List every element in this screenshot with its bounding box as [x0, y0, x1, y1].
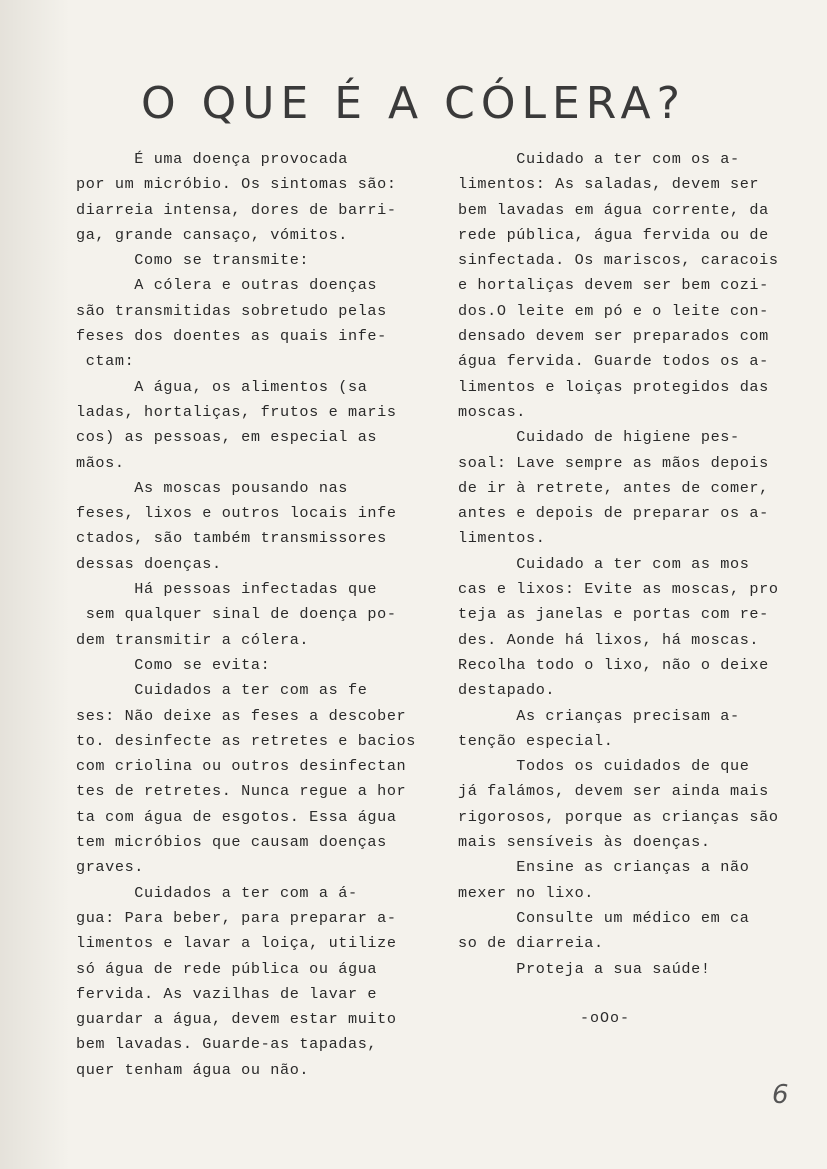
text-line: dos.O leite em pó e o leite con-	[458, 301, 769, 320]
text-line: Ensine as crianças a não	[458, 858, 750, 877]
text-line: Como se transmite:	[76, 251, 310, 270]
text-line: densado devem ser preparados com	[458, 327, 769, 346]
text-line: quer tenham água ou não.	[76, 1060, 310, 1079]
text-line: bem lavadas. Guarde-as tapadas,	[76, 1035, 378, 1054]
text-line: Recolha todo o lixo, não o deixe	[458, 655, 769, 674]
page-title: O QUE É A CÓLERA?	[140, 78, 687, 129]
end-mark: -oOo-	[580, 1010, 631, 1027]
text-line: rigorosos, porque as crianças são	[458, 807, 779, 826]
text-line: dem transmitir a cólera.	[76, 630, 310, 649]
text-line: feses, lixos e outros locais infe	[76, 504, 397, 523]
text-line: Como se evita:	[76, 655, 271, 674]
text-line: Há pessoas infectadas que	[76, 580, 378, 599]
text-line: graves.	[76, 858, 144, 877]
text-line: ladas, hortaliças, frutos e maris	[76, 402, 397, 421]
text-line: e hortaliças devem ser bem cozi-	[458, 276, 769, 295]
text-line: gua: Para beber, para preparar a-	[76, 908, 397, 927]
text-line: limentos: As saladas, devem ser	[458, 175, 760, 194]
text-line: Cuidados a ter com as fe	[76, 681, 368, 700]
text-line: Cuidado a ter com os a-	[458, 150, 740, 168]
text-line: sem qualquer sinal de doença po-	[76, 605, 397, 624]
text-line: to. desinfecte as retretes e bacios	[76, 731, 416, 750]
text-line: diarreia intensa, dores de barri-	[76, 200, 397, 219]
text-line: soal: Lave sempre as mãos depois	[458, 453, 769, 472]
text-line: so de diarreia.	[458, 934, 604, 953]
text-line: tes de retretes. Nunca regue a hor	[76, 782, 407, 801]
text-line: são transmitidas sobretudo pelas	[76, 301, 387, 320]
text-line: Cuidado de higiene pes-	[458, 428, 740, 447]
text-line: já falámos, devem ser ainda mais	[458, 782, 769, 801]
text-line: É uma doença provocada	[76, 150, 348, 168]
text-line: limentos e lavar a loiça, utilize	[76, 934, 397, 953]
text-line: ctam:	[76, 352, 135, 371]
text-line: A cólera e outras doenças	[76, 276, 378, 295]
text-line: sinfectada. Os mariscos, caracois	[458, 251, 779, 270]
text-line: mais sensíveis às doenças.	[458, 833, 711, 852]
text-line: Proteja a sua saúde!	[458, 959, 711, 978]
text-line: A água, os alimentos (sa	[76, 377, 368, 396]
text-line: cas e lixos: Evite as moscas, pro	[458, 580, 779, 599]
text-line: fervida. As vazilhas de lavar e	[76, 984, 378, 1003]
text-line: Consulte um médico em ca	[458, 908, 750, 927]
text-line: As crianças precisam a-	[458, 706, 740, 725]
text-line: por um micróbio. Os sintomas são:	[76, 175, 397, 194]
text-line: Cuidado a ter com as mos	[458, 554, 750, 573]
text-line: mãos.	[76, 453, 125, 472]
text-line: tenção especial.	[458, 731, 614, 750]
text-line: tem micróbios que causam doenças	[76, 833, 387, 852]
text-line: antes e depois de preparar os a-	[458, 504, 769, 523]
text-line: de ir à retrete, antes de comer,	[458, 478, 769, 497]
text-line: feses dos doentes as quais infe-	[76, 327, 387, 346]
text-line: Cuidados a ter com a á-	[76, 883, 358, 902]
text-line: ctados, são também transmissores	[76, 529, 387, 548]
right-text-column	[458, 147, 803, 982]
text-line: ta com água de esgotos. Essa água	[76, 807, 397, 826]
text-line: As moscas pousando nas	[76, 478, 348, 497]
text-line: rede pública, água fervida ou de	[458, 225, 769, 244]
page-number: 6	[772, 1080, 789, 1110]
text-line: Todos os cuidados de que	[458, 757, 750, 776]
text-line: ga, grande cansaço, vómitos.	[76, 225, 348, 244]
text-line: guardar a água, devem estar muito	[76, 1010, 397, 1029]
text-line: cos) as pessoas, em especial as	[76, 428, 378, 447]
text-line: só água de rede pública ou água	[76, 959, 378, 978]
text-line: limentos e loiças protegidos das	[458, 377, 769, 396]
text-line: moscas.	[458, 402, 526, 421]
left-text-column	[76, 147, 436, 1083]
text-line: água fervida. Guarde todos os a-	[458, 352, 769, 371]
page-edge-shadow	[0, 0, 70, 1169]
text-line: teja as janelas e portas com re-	[458, 605, 769, 624]
text-line: com criolina ou outros desinfectan	[76, 757, 407, 776]
text-line: destapado.	[458, 681, 556, 700]
text-line: ses: Não deixe as feses a descober	[76, 706, 407, 725]
text-line: des. Aonde há lixos, há moscas.	[458, 630, 760, 649]
text-line: bem lavadas em água corrente, da	[458, 200, 769, 219]
text-line: dessas doenças.	[76, 554, 222, 573]
text-line: mexer no lixo.	[458, 883, 594, 902]
text-line: limentos.	[458, 529, 546, 548]
